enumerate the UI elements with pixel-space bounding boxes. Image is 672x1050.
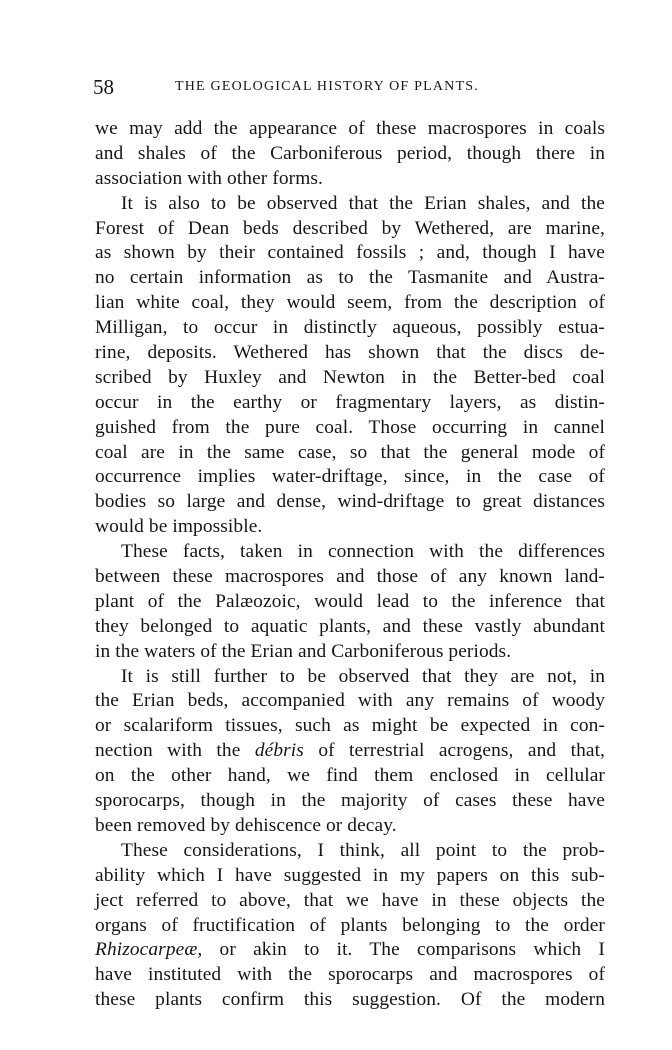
text-line: coal are in the same case, so that the general mode of [95,441,605,463]
text-line: between these macrospores and those of any known land- [95,566,605,588]
text-line: These considerations, I think, all point to the prob- [121,839,605,861]
text-line: they belonged to aquatic plants, and these vastly abundant [95,615,605,637]
text-line: guished from the pure coal. Those occurring in cannel [95,416,605,438]
text-line: occurrence implies water-driftage, since, in the case of [95,466,605,488]
text-line: have instituted with the sporocarps and macrospores of [95,964,605,986]
text-line: ject referred to above, that we have in these objects the [95,889,605,911]
text-line: scribed by Huxley and Newton in the Better-bed coal [95,366,605,388]
text-line: association with other forms. [95,167,324,189]
text-segment: of terrestrial acrogens, and that, [318,740,606,762]
text-line: bodies so large and dense, wind-driftage to great distances [95,491,605,513]
text-line: rine, deposits. Wethered has shown that the discs de- [95,342,605,364]
italic-term: Rhizocarpeæ, [95,939,203,961]
text-segment: or akin to it. The comparisons which I [219,939,605,961]
body-text [95,117,605,1013]
text-line: Milligan, to occur in distinctly aqueous, possibly estua- [95,317,605,339]
text-line: It is still further to be observed that they are not, in [121,665,605,687]
text-line: no certain information as to the Tasmanite and Austra- [95,267,605,289]
text-line: these plants confirm this suggestion. Of the modern [95,989,605,1011]
text-line: on the other hand, we find them enclosed in cellular [95,765,605,787]
text-line: we may add the appearance of these macrospores in coals [95,118,605,139]
page-number: 58 [93,75,114,99]
text-line: plant of the Palæozoic, would lead to the inference that [95,590,605,612]
italic-term: débris [254,740,304,762]
text-line: in the waters of the Erian and Carboniferous periods. [95,640,512,662]
running-head: THE GEOLOGICAL HISTORY OF PLANTS. [175,79,479,94]
text-line: lian white coal, they would seem, from the description of [95,292,605,314]
text-line: organs of fructification of plants belonging to the order [95,914,605,936]
text-line: Forest of Dean beds described by Wethered, are marine, [95,217,605,239]
page-header [93,74,610,100]
text-line: It is also to be observed that the Erian shales, and the [121,192,605,214]
text-line: These facts, taken in connection with the differences [121,541,605,563]
text-line: ability which I have suggested in my papers on this sub- [95,864,605,886]
text-line [95,739,605,764]
text-line: or scalariform tissues, such as might be expected in con- [95,715,605,737]
text-segment: nection with the [95,740,241,762]
text-line: would be impossible. [95,516,263,538]
text-line: and shales of the Carboniferous period, though there in [95,142,605,164]
text-line: sporocarps, though in the majority of cases these have [95,790,605,812]
text-line: the Erian beds, accompanied with any remains of woody [95,690,605,712]
text-line: as shown by their contained fossils ; and, though I have [95,242,605,264]
text-line: been removed by dehiscence or decay. [95,814,397,836]
text-line [95,938,605,963]
text-line: occur in the earthy or fragmentary layers, as distin- [95,391,605,413]
